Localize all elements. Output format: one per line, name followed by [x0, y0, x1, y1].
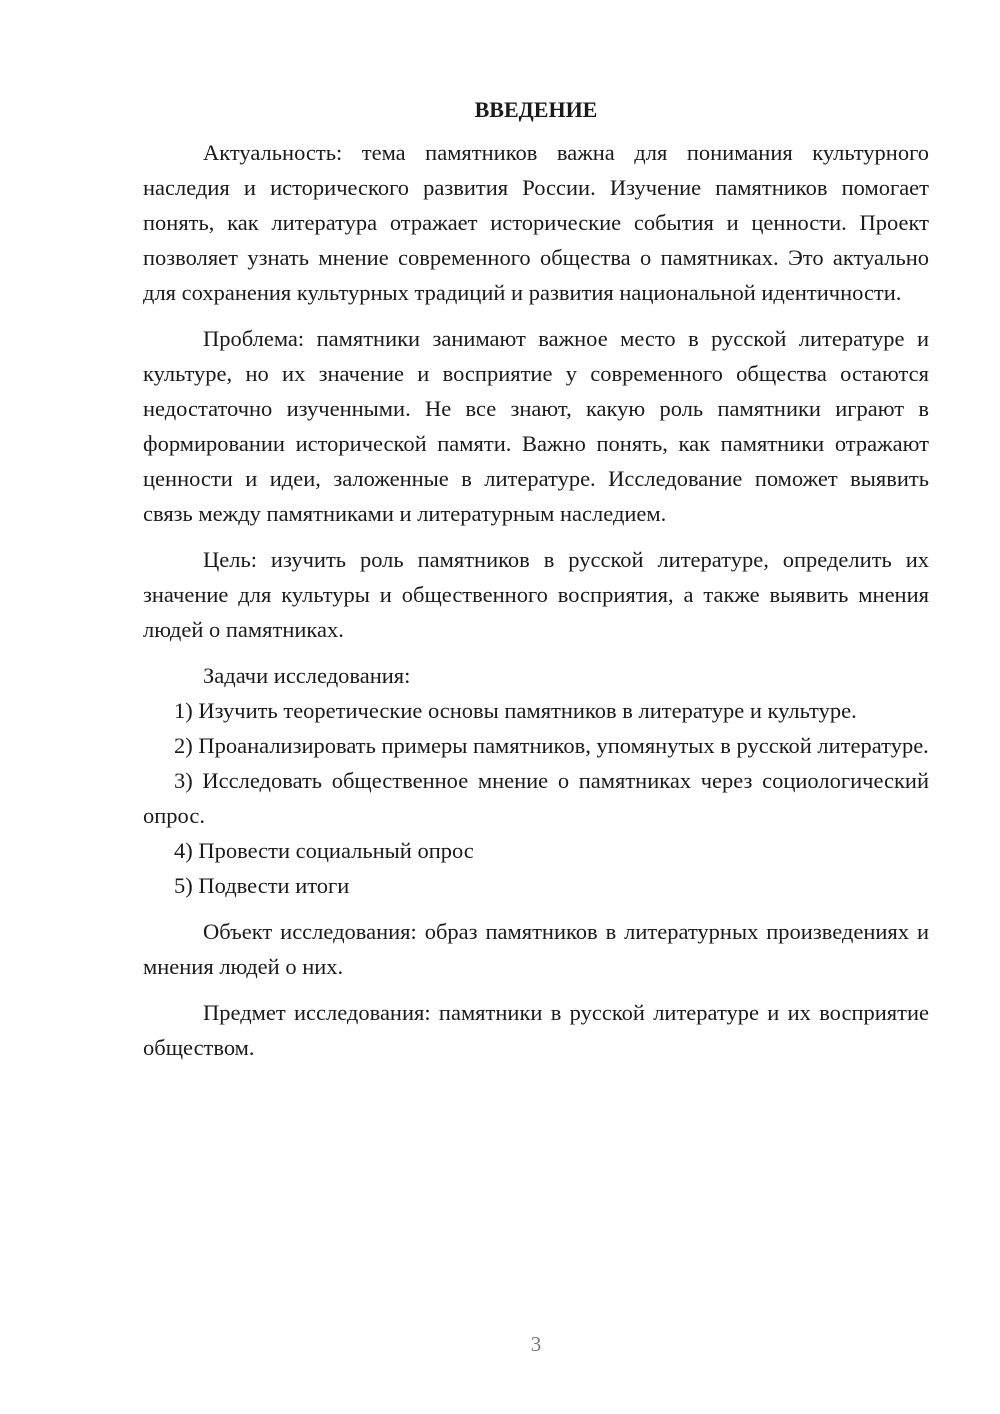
paragraph-relevance: Актуальность: тема памятников важна для понимания культурного наследия и исторического развития России. Изучение памятников помогает понять, как литература отражает исторические события и ценности. Проект позволяет узнать мнение современного общества о памятниках. Это актуально для сохранения культурных традиций и развития национальной идентичности.	[143, 140, 929, 305]
paragraph-problem: Проблема: памятники занимают важное место в русской литературе и культуре, но их значение и восприятие у современного общества остаются недостаточно изученными. Не все знают, какую роль памятники играют в формировании исторической памяти. Важно понять, как памятники отражают ценности и идеи, заложенные в литературе. Исследование поможет выявить связь между памятниками и литературным наследием.	[143, 326, 929, 526]
tasks-heading: Задачи исследования:	[203, 663, 411, 688]
task-item-4: 4) Провести социальный опрос	[174, 838, 474, 863]
section-title: ВВЕДЕНИЕ	[474, 97, 598, 122]
paragraph-goal: Цель: изучить роль памятников в русской литературе, определить их значение для культуры и общественного восприятия, а также выявить мнения людей о памятниках.	[143, 547, 929, 642]
task-item-5: 5) Подвести итоги	[174, 873, 350, 898]
task-item-2: 2) Проанализировать примеры памятников, упомянутых в русской литературе.	[174, 733, 929, 758]
paragraph-object: Объект исследования: образ памятников в литературных произведениях и мнения людей о них.	[143, 919, 929, 979]
task-item-3: 3) Исследовать общественное мнение о памятниках через социологический опрос.	[143, 768, 929, 828]
page-content	[143, 92, 929, 1065]
task-item-1: 1) Изучить теоретические основы памятников в литературе и культуре.	[174, 698, 857, 723]
page-number: 3	[530, 1332, 542, 1356]
paragraph-subject: Предмет исследования: памятники в русской литературе и их восприятие обществом.	[143, 1000, 929, 1060]
